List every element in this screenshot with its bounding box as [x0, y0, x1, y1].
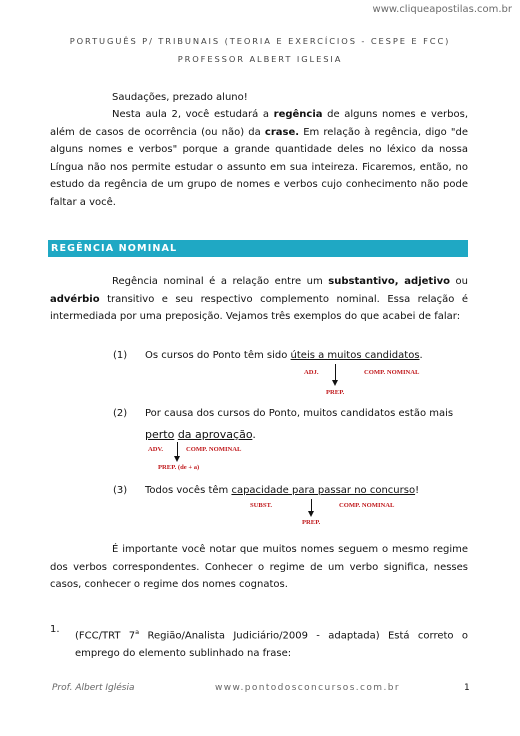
- watermark-url[interactable]: www.cliqueapostilas.com.br: [372, 4, 512, 15]
- example-3-arrow-head-icon: [308, 511, 314, 517]
- example-3-number: (3): [113, 485, 128, 496]
- example-2-label-prep: PREP. (de + a): [158, 464, 200, 471]
- page-number: 1: [464, 683, 470, 693]
- course-title-header: PORTUGUÊS P/ TRIBUNAIS (TEORIA E EXERCÍCIOS - CESPE E FCC): [69, 36, 451, 46]
- regencia-paragraph: Regência nominal é a relação entre um substantivo, adjetivo ou advérbio transitivo e seu respectivo complemento nominal. Essa relação é intermediada por uma preposição. Vejamos três exemplos do que acabei de falar:: [50, 276, 469, 323]
- keyword-crase: crase.: [264, 126, 300, 138]
- example-1-sentence: Os cursos do Ponto têm sido úteis a muitos candidatos.: [145, 350, 423, 361]
- greeting: Saudações, prezado aluno!: [112, 92, 248, 103]
- example-2-line1: Por causa dos cursos do Ponto, muitos candidatos estão mais: [145, 408, 454, 419]
- example-1-underlined: úteis a muitos candidatos: [290, 350, 420, 361]
- example-2-line2: perto da aprovação.: [145, 428, 256, 441]
- example-2-underlined-aprovacao: da aprovação: [177, 428, 253, 441]
- professor-header: PROFESSOR ALBERT IGLESIA: [177, 54, 343, 64]
- question-number: 1.: [50, 624, 60, 635]
- example-3-label-prep: PREP.: [302, 519, 321, 526]
- example-1-label-adj: ADJ.: [304, 369, 319, 376]
- example-2-label-comp: COMP. NOMINAL: [186, 446, 242, 453]
- example-1-number: (1): [113, 350, 128, 361]
- footer-site-link[interactable]: www.pontodosconcursos.com.br: [215, 683, 400, 693]
- intro-paragraph: Nesta aula 2, você estudará a regência de alguns nomes e verbos, além de casos de ocorrência (ou não) da crase. Em relação à regência, digo "de alguns nomes e verbos" porque a grande quantidade deles no léxico da nossa Língua não nos permite estudar o assunto em sua inteireza. Ficaremos, então, no estudo da regência de um grupo de nomes e verbos cujo conhecimento não pode faltar a você.: [50, 109, 469, 208]
- example-2-underlined-perto: perto: [145, 428, 175, 441]
- example-1-label-prep: PREP.: [326, 389, 345, 396]
- example-3-sentence: Todos vocês têm capacidade para passar no concurso!: [145, 485, 420, 496]
- closing-paragraph: É importante você notar que muitos nomes seguem o mesmo regime dos verbos correspondentes. Conhecer o regime de um verbo significa, nesses casos, conhecer o regime dos nomes cognatos.: [50, 544, 468, 591]
- example-1-label-comp: COMP. NOMINAL: [364, 369, 420, 376]
- question-text: (FCC/TRT 7$^a$ Região/Analista Judiciário/2009 - adaptada) Está correto o emprego do elemento sublinhado na frase:: [75, 628, 468, 659]
- example-1-arrow-line: [335, 364, 336, 380]
- keyword-adverbio: advérbio: [50, 293, 100, 305]
- example-2-number: (2): [113, 408, 128, 419]
- keyword-subst-adj: substantivo, adjetivo: [328, 276, 451, 287]
- example-1-arrow-head-icon: [332, 380, 338, 386]
- section-banner: [48, 240, 468, 257]
- example-3-underlined: capacidade para passar no concurso: [231, 485, 416, 496]
- example-2-arrow-head-icon: [174, 456, 180, 462]
- example-3-label-subst: SUBST.: [250, 502, 273, 509]
- example-3-arrow-line: [311, 499, 312, 511]
- example-2-label-adv: ADV.: [148, 446, 164, 453]
- section-title: REGÊNCIA NOMINAL: [51, 243, 178, 254]
- footer-author: Prof. Albert Iglésia: [52, 683, 135, 693]
- keyword-regencia: regência: [273, 109, 323, 120]
- example-2-arrow-line: [177, 442, 178, 456]
- example-3-label-comp: COMP. NOMINAL: [339, 502, 395, 509]
